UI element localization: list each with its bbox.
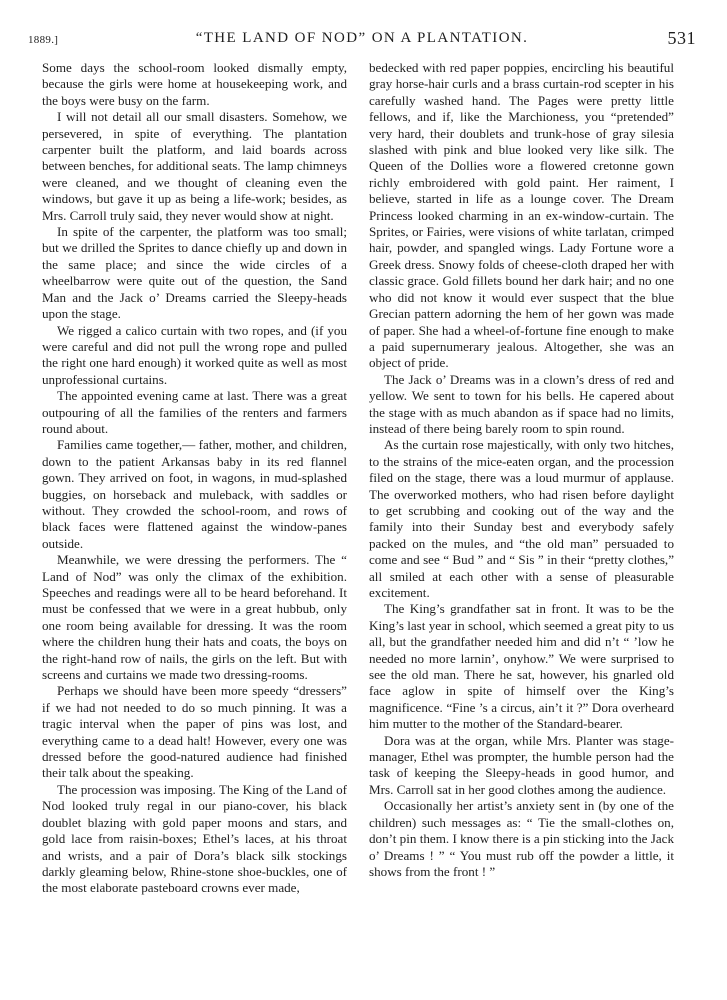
paragraph: Families came together,— father, mother, and children, down to the patient Arkansas baby in its red flannel gown. They arrived on foot, in wagons, in mud-splashed buggies, on horseback and muleback, with saddles or without. They crowded the school-room, and rows of black faces were flattened against the window-panes outside. — [42, 437, 347, 551]
paragraph: Dora was at the organ, while Mrs. Planter was stage-manager, Ethel was prompter, the humble person had the task of keeping the Sleepy-heads in good humor, and Mrs. Carroll sat in her good clothes among the audience. — [369, 732, 674, 797]
paragraph: Occasionally her artist’s anxiety sent in (by one of the children) such messages as: “ Tie the small-clothes on, don’t pin them. I know there is a pin sticking into the Jack o’ Dreams ! ” “ You must rub off the powder a little, it shows from the front ! ” — [369, 798, 674, 879]
running-header — [28, 30, 696, 54]
right-column — [369, 60, 674, 880]
paragraph: The Jack o’ Dreams was in a clown’s dress of red and yellow. We sent to town for his bells. He capered about the stage with as much abandon as if space had no limits, instead of there being barely room to spin round. — [369, 371, 674, 436]
paragraph: Some days the school-room looked dismally empty, because the girls were home at housekeeping work, and the boys were busy on the farm. — [42, 60, 347, 108]
page-number: 531 — [667, 28, 696, 48]
paragraph: As the curtain rose majestically, with only two hitches, to the strains of the mice-eaten organ, and the procession filed on the stage, there was a loud murmur of applause. The overworked mothers, who had risen before daylight to get scrubbing and cooking out of the way and the family into their Sunday best and everybody safely packed on the mules, and “the old man” persuaded to come and see “ Bud ” and “ Sis ” in their “pretty clothes,” all smiled at each other with a sense of pleasurable excitement. — [369, 437, 674, 600]
paragraph: The procession was imposing. The King of the Land of Nod looked truly regal in our piano-cover, his black doublet blazing with gold paper moons and stars, and gold lace from raisin-boxes; Ethel’s laces, at his throat and wrists, and a pair of Dora’s black silk stockings darkly gleaming below, Rhine-stone shoe-buckles, one of the most elaborate pasteboard crowns ever made, — [42, 781, 347, 896]
left-column — [42, 60, 347, 897]
header-title: “THE LAND OF NOD” ON A PLANTATION. — [195, 30, 529, 46]
header-date: 1889.] — [28, 34, 59, 46]
paragraph: We rigged a calico curtain with two ropes, and (if you were careful and did not pull the wrong rope and pulled the right one hard enough) it worked quite as well as most unprofessional curtains. — [42, 322, 347, 387]
paragraph: Meanwhile, we were dressing the performers. The “ Land of Nod” was only the climax of the exhibition. Speeches and readings were all to be heard beforehand. It must be confessed that we were in a great hubbub, only one room being available for dressing. It was the room where the children hung their hats and coats, the boys on the right-hand row of nails, the girls on the left. But with screens and curtains we made two dressing-rooms. — [42, 552, 347, 683]
paragraph: I will not detail all our small disasters. Somehow, we persevered, in spite of everything. The plantation carpenter built the platform, and laid boards across between benches, for additional seats. The lamp chimneys were cleaned, and we thought of cleaning even the windows, but gave it up as being a life-work; besides, as Mrs. Carroll truly said, they never would show at night. — [42, 109, 347, 223]
paragraph: bedecked with red paper poppies, encircling his beautiful gray horse-hair curls and a brass curtain-rod scepter in his carefully washed hand. The Pages were pretty little fellows, and if, like the Marchioness, you “pretended” very hard, their doublets and trunk-hose of gray silesia slashed with pink and blue looked very like silk. The Queen of the Dollies wore a flowered cretonne gown richly embroidered with gold paint. Her raiment, I believe, started in life as a lounge cover. The Dream Princess looked charming in an ex-window-curtain. The Sprites, or Fairies, were visions of white tarlatan, crimped hair, powder, and spangled wings. Lady Fortune wore a Greek dress. Snowy folds of cheese-cloth draped her with classic grace. Gold fillets bound her dark hair; and no one who did not know it would ever suspect that the blue Grecian pattern adorning the hem of her gown was made of paper. She had a wheel-of-fortune fine enough to make a paid supernumerary jealous. Altogether, she was an object of pride. — [369, 60, 674, 371]
paragraph: The appointed evening came at last. There was a great outpouring of all the families of the renters and farmers round about. — [42, 388, 347, 436]
paragraph: The King’s grandfather sat in front. It was to be the King’s last year in school, which seemed a great pity to us all, but the grandfather needed him and did n’t “ ’low he needed no more larnin’, onyhow.” We were surprised to see the old man. There he sat, however, his gnarled old face aglow in spite of himself over the King’s magnificence. “Fine ’s a circus, ain’t it ?” Dora overheard him mutter to the mother of the Standard-bearer. — [369, 601, 674, 732]
paragraph: In spite of the carpenter, the platform was too small; but we drilled the Sprites to dance chiefly up and down in the same place; and since the wide circles of a wheelbarrow were quite out of the question, the Sand Man and the Jack o’ Dreams carried the Sleepy-heads upon the stage. — [42, 224, 347, 322]
paragraph: Perhaps we should have been more speedy “dressers” if we had not needed to do so much pinning. It was a tragic interval when the paper of pins was lost, and everything came to a dead halt! However, every one was dressed before the good-natured audience had finished their talk about the speaking. — [42, 683, 347, 781]
